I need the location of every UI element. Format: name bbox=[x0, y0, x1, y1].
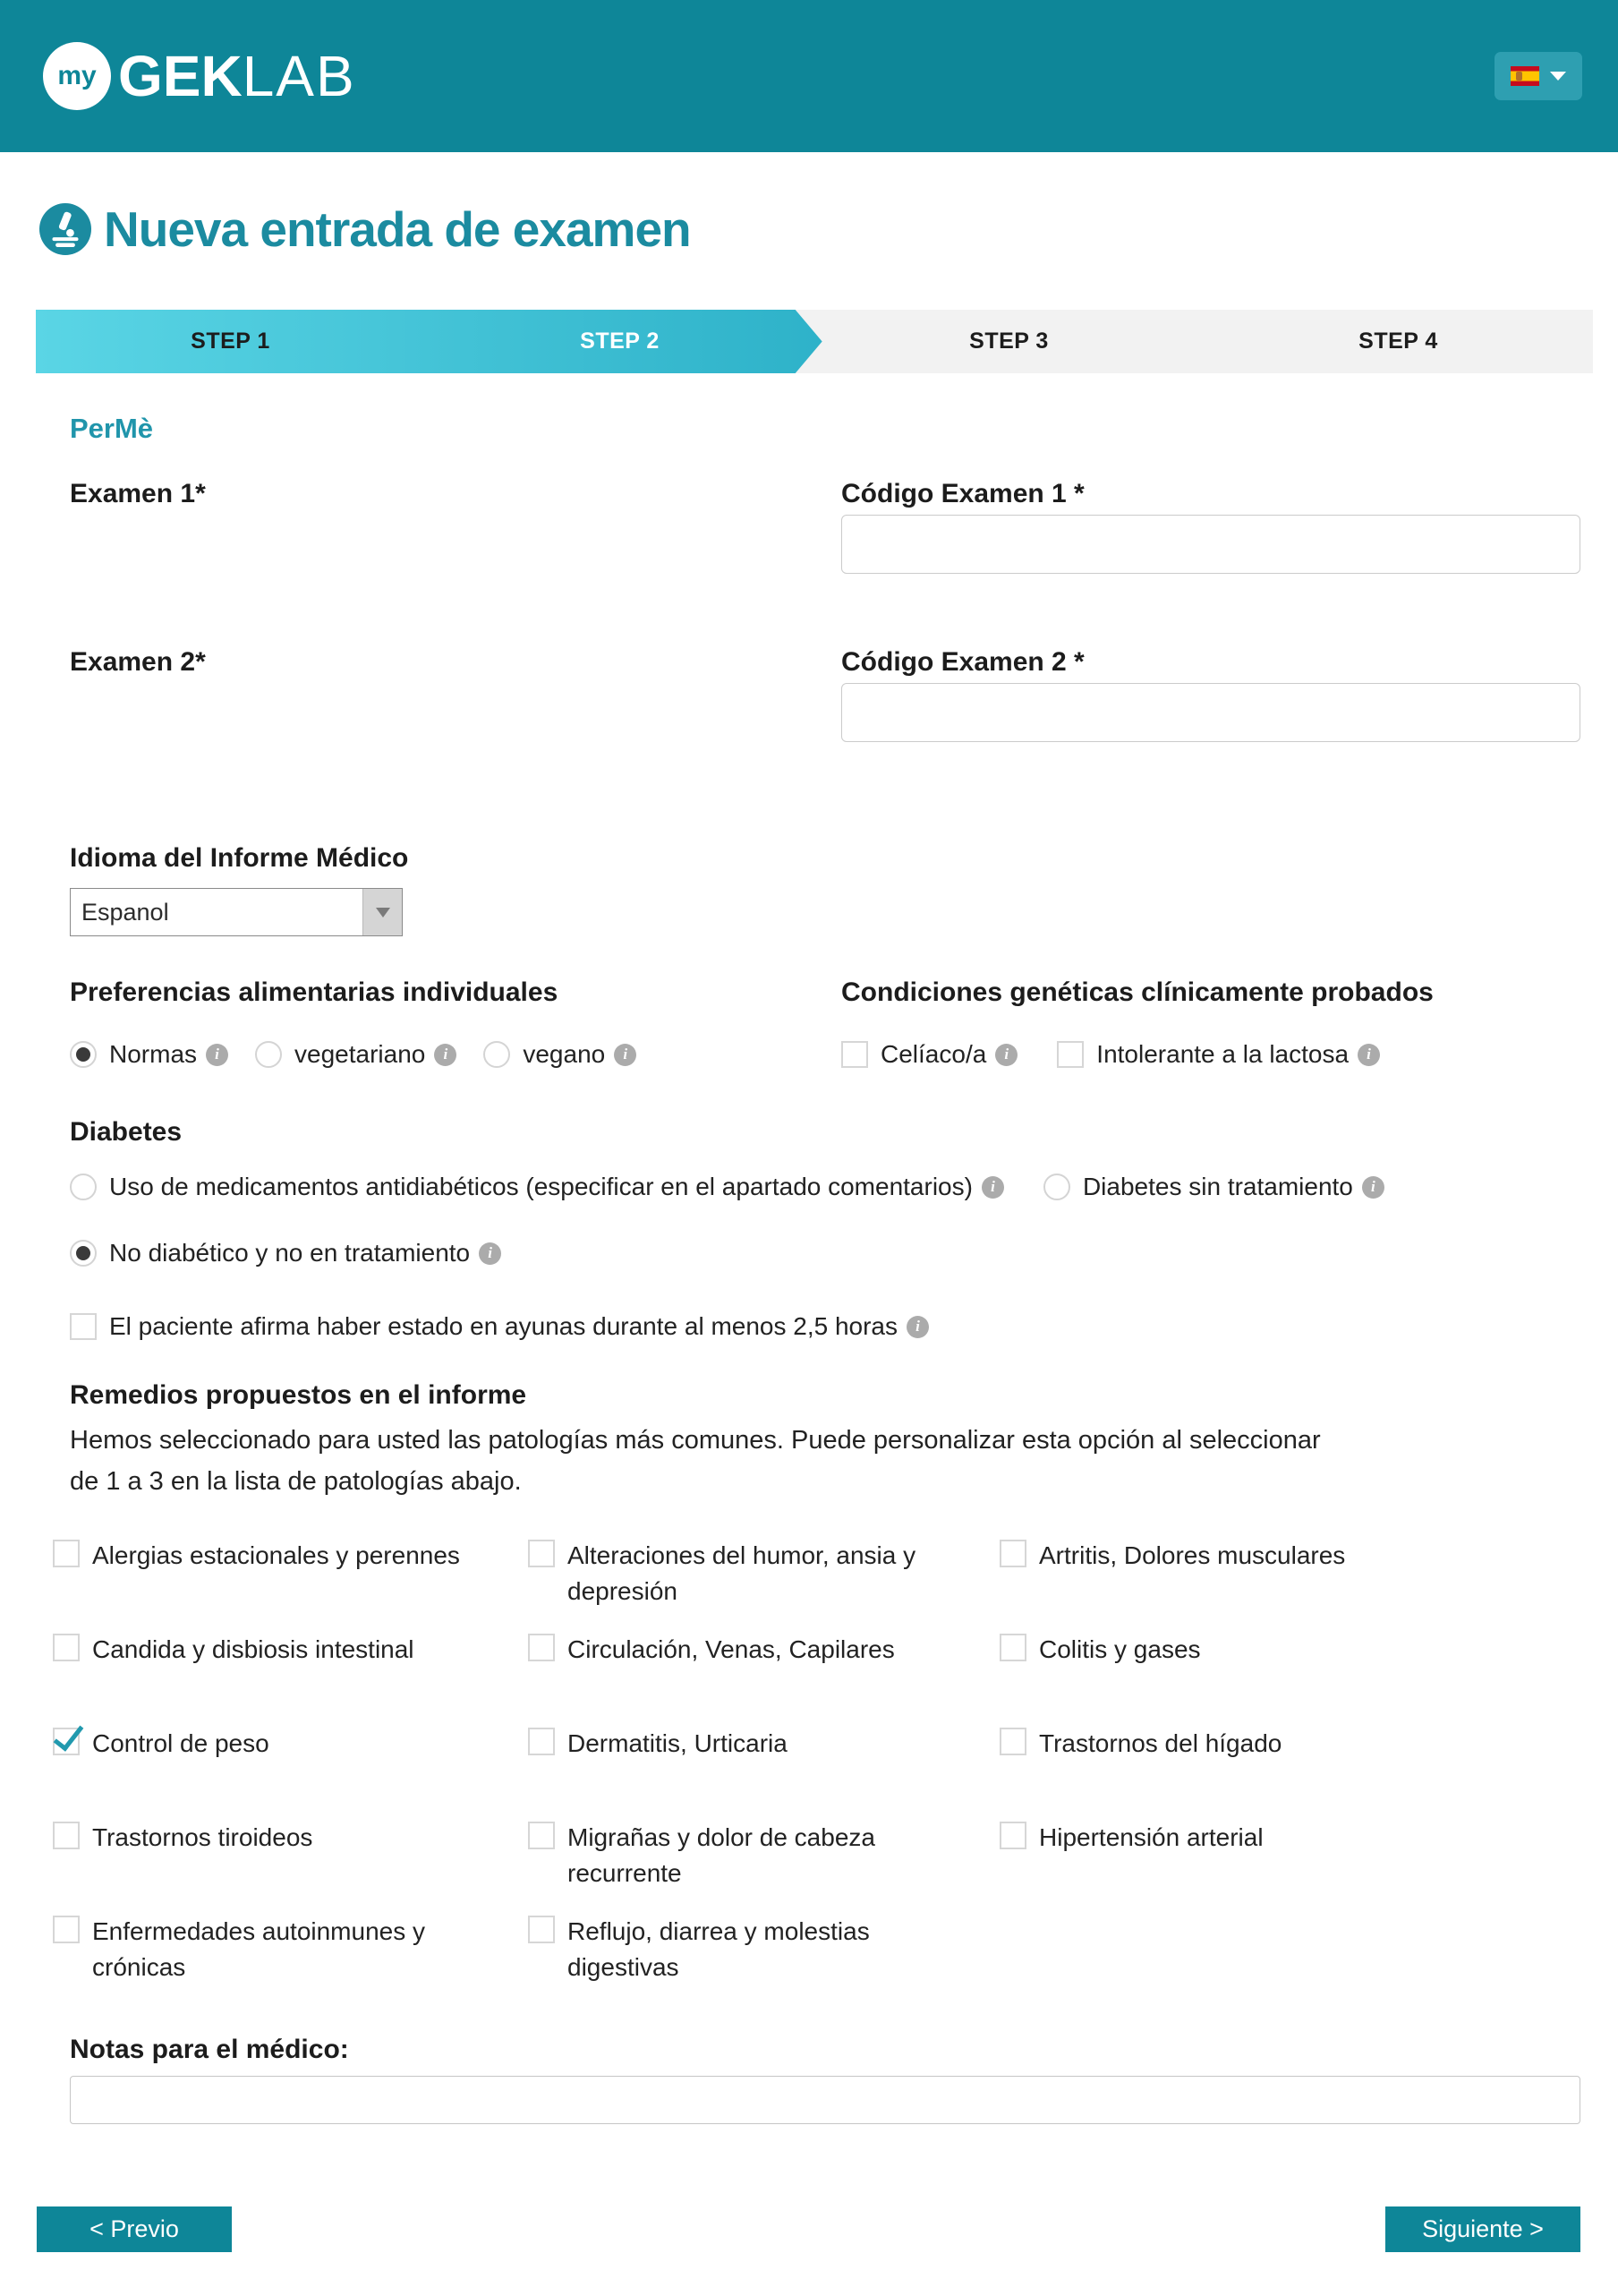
celiaco-checkbox[interactable] bbox=[841, 1041, 868, 1068]
pathology-item[interactable]: Circulación, Venas, Capilares bbox=[528, 1632, 1000, 1726]
pathology-item-control-de-peso[interactable]: Control de peso bbox=[53, 1726, 528, 1820]
report-language-select[interactable] bbox=[70, 888, 403, 936]
diabetes-option-medicamentos[interactable]: Uso de medicamentos antidiabéticos (especificar en el apartado comentarios) i bbox=[70, 1173, 1004, 1201]
logo-my-circle bbox=[43, 42, 111, 110]
pathology-checkbox[interactable] bbox=[53, 1634, 80, 1661]
diet-option-vegano[interactable]: vegano i bbox=[483, 1040, 636, 1069]
pathology-item[interactable]: Trastornos tiroideos bbox=[53, 1820, 528, 1914]
pathology-checkbox[interactable] bbox=[528, 1822, 555, 1849]
pathology-item[interactable]: Colitis y gases bbox=[1000, 1632, 1580, 1726]
pathology-checkbox[interactable] bbox=[528, 1728, 555, 1755]
form-navigation bbox=[37, 2206, 1580, 2252]
logo-gek-text: GEK bbox=[118, 44, 243, 108]
exam2-code-label: Código Examen 2 * bbox=[841, 647, 1085, 677]
diabetes-option-sin-tratamiento[interactable]: Diabetes sin tratamiento i bbox=[1043, 1173, 1384, 1201]
doctor-notes-label: Notas para el médico: bbox=[70, 2035, 349, 2064]
page-title: Nueva entrada de examen bbox=[104, 201, 691, 257]
no-diabetico-radio[interactable] bbox=[70, 1240, 97, 1267]
step-4[interactable]: STEP 4 bbox=[1358, 329, 1438, 354]
app-logo bbox=[43, 42, 356, 110]
chevron-down-icon bbox=[376, 908, 390, 918]
exam2-code-input[interactable] bbox=[841, 683, 1580, 742]
genetic-option-lactosa[interactable]: Intolerante a la lactosa i bbox=[1057, 1040, 1380, 1069]
doctor-notes-input[interactable] bbox=[70, 2076, 1580, 2124]
vegetariano-radio[interactable] bbox=[255, 1041, 282, 1068]
info-icon[interactable]: i bbox=[907, 1316, 929, 1338]
info-icon[interactable]: i bbox=[434, 1044, 456, 1066]
pathology-checkbox[interactable] bbox=[53, 1916, 80, 1943]
logo-lab-text: LAB bbox=[242, 44, 356, 108]
diet-option-vegetariano[interactable]: vegetariano i bbox=[255, 1040, 456, 1069]
program-label: PerMè bbox=[70, 413, 154, 444]
fasting-option[interactable]: El paciente afirma haber estado en ayunas durante al menos 2,5 horas i bbox=[70, 1312, 1580, 1341]
report-language-label: Idioma del Informe Médico bbox=[70, 843, 409, 873]
pathology-checkbox[interactable] bbox=[528, 1540, 555, 1567]
exam1-code-label: Código Examen 1 * bbox=[841, 479, 1085, 508]
logo-my-text: my bbox=[57, 61, 97, 90]
lactosa-checkbox[interactable] bbox=[1057, 1041, 1084, 1068]
app-header bbox=[0, 0, 1618, 152]
microscope-icon bbox=[39, 203, 91, 255]
page-title-row bbox=[39, 201, 1618, 258]
step-3[interactable]: STEP 3 bbox=[969, 329, 1049, 354]
step-1[interactable]: STEP 1 bbox=[191, 329, 270, 354]
genetic-conditions-label: Condiciones genéticas clínicamente probados bbox=[841, 977, 1434, 1007]
exam1-label: Examen 1* bbox=[70, 479, 206, 508]
pathology-checkbox-grid bbox=[53, 1538, 1580, 2008]
step-progress-bar bbox=[36, 310, 1593, 373]
exam1-code-input[interactable] bbox=[841, 515, 1580, 574]
normas-radio[interactable] bbox=[70, 1041, 97, 1068]
language-selector-button[interactable] bbox=[1495, 52, 1582, 100]
pathology-checkbox[interactable] bbox=[528, 1634, 555, 1661]
info-icon[interactable]: i bbox=[479, 1242, 501, 1265]
next-button[interactable]: Siguiente > bbox=[1385, 2206, 1580, 2252]
diabetes-label: Diabetes bbox=[70, 1117, 183, 1147]
info-icon[interactable]: i bbox=[206, 1044, 228, 1066]
preferences-options bbox=[70, 1008, 1580, 1069]
pathology-checkbox[interactable] bbox=[1000, 1540, 1026, 1567]
spain-flag-icon bbox=[1511, 66, 1539, 86]
pathology-checkbox[interactable] bbox=[528, 1916, 555, 1943]
select-arrow-button[interactable] bbox=[362, 889, 402, 935]
info-icon[interactable]: i bbox=[614, 1044, 636, 1066]
pathology-checkbox[interactable] bbox=[1000, 1634, 1026, 1661]
pathology-item[interactable]: Alergias estacionales y perennes bbox=[53, 1538, 528, 1632]
genetic-option-celiaco[interactable]: Celíaco/a i bbox=[841, 1040, 1018, 1069]
pathology-item[interactable]: Alteraciones del humor, ansia y depresión bbox=[528, 1538, 1000, 1632]
diet-preferences-label: Preferencias alimentarias individuales bbox=[70, 977, 558, 1007]
antidiabeticos-radio[interactable] bbox=[70, 1174, 97, 1200]
pathology-checkbox[interactable] bbox=[53, 1822, 80, 1849]
pathology-item[interactable]: Enfermedades autoinmunes y crónicas bbox=[53, 1914, 528, 2008]
pathology-checkbox[interactable] bbox=[53, 1540, 80, 1567]
vegano-radio[interactable] bbox=[483, 1041, 510, 1068]
pathology-item[interactable]: Candida y disbiosis intestinal bbox=[53, 1632, 528, 1726]
pathology-checkbox[interactable] bbox=[53, 1728, 80, 1755]
pathology-item[interactable]: Trastornos del hígado bbox=[1000, 1726, 1580, 1820]
pathology-item[interactable]: Migrañas y dolor de cabeza recurrente bbox=[528, 1820, 1000, 1914]
pathology-item[interactable]: Hipertensión arterial bbox=[1000, 1820, 1580, 1914]
diet-option-normas[interactable]: Normas i bbox=[70, 1040, 228, 1069]
diabetes-option-no-diabetico[interactable]: No diabético y no en tratamiento i bbox=[70, 1239, 501, 1267]
info-icon[interactable]: i bbox=[1362, 1176, 1384, 1199]
chevron-down-icon bbox=[1550, 72, 1566, 81]
previous-button[interactable]: < Previo bbox=[37, 2206, 232, 2252]
info-icon[interactable]: i bbox=[995, 1044, 1018, 1066]
fasting-checkbox[interactable] bbox=[70, 1313, 97, 1340]
pathology-item[interactable]: Dermatitis, Urticaria bbox=[528, 1726, 1000, 1820]
exam-form bbox=[0, 413, 1618, 2252]
pathology-checkbox[interactable] bbox=[1000, 1822, 1026, 1849]
report-language-selected-value: Espanol bbox=[81, 898, 169, 926]
info-icon[interactable]: i bbox=[982, 1176, 1004, 1199]
sin-tratamiento-radio[interactable] bbox=[1043, 1174, 1070, 1200]
remedies-description-line1: Hemos seleccionado para usted las patologías más comunes. Puede personalizar esta opción al seleccionar bbox=[70, 1426, 1321, 1455]
pathology-checkbox[interactable] bbox=[1000, 1728, 1026, 1755]
exam1-row bbox=[70, 479, 1580, 574]
pathology-item[interactable]: Artritis, Dolores musculares bbox=[1000, 1538, 1580, 1632]
remedies-description-line2: de 1 a 3 en la lista de patologías abajo. bbox=[70, 1467, 522, 1496]
exam2-label: Examen 2* bbox=[70, 647, 206, 677]
remedies-title: Remedios propuestos en el informe bbox=[70, 1380, 527, 1410]
pathology-item[interactable]: Reflujo, diarrea y molestias digestivas bbox=[528, 1914, 1000, 2008]
exam2-row bbox=[70, 647, 1580, 742]
step-2[interactable]: STEP 2 bbox=[580, 329, 660, 354]
info-icon[interactable]: i bbox=[1358, 1044, 1380, 1066]
preferences-section bbox=[70, 977, 1580, 1008]
